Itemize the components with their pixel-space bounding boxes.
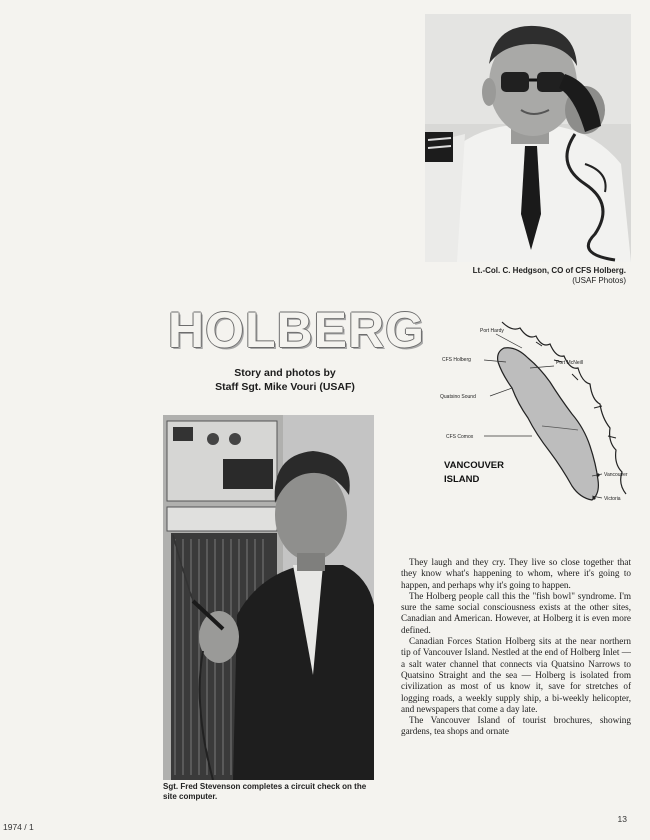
map-label-victoria: Victoria: [604, 496, 621, 502]
article-body: [401, 557, 631, 738]
body-paragraph: The Holberg people call this the "fish bowl" syndrome. I'm sure the same social consciousness exists at the other sites, Canadian and American. However, at Holberg it is even more defined.: [401, 590, 631, 635]
body-paragraph: The Vancouver Island of tourist brochures, showing gardens, tea shops and ornate: [401, 715, 631, 737]
body-paragraph: Canadian Forces Station Holberg sits at the near northern tip of Vancouver Island. Nestled at the end of Holberg Inlet — a salt water channel that connects via Quatsino Narrows to Quatsino Straight and the sea — Holberg is isolated from civilization as most of us know it, save for stretches of logging roads, a weekly supply ship, a bi-weekly helicopter, and newspapers that come a day late.: [401, 636, 631, 714]
vancouver-island-shape: [498, 348, 599, 500]
officer-caption-main: Lt.-Col. C. Hedgson, CO of CFS Holberg.: [472, 266, 626, 275]
officer-photo-caption: [473, 266, 626, 286]
article-title: HOLBERG: [168, 302, 425, 358]
body-paragraph: They laugh and they cry. They live so close together that they know what's happening to whom, where it's going to happen, and perhaps why it's going to happen.: [401, 557, 631, 590]
page-number: 13: [617, 814, 627, 824]
officer-illustration: [425, 14, 631, 262]
map-island-name-line-1: VANCOUVER: [444, 460, 504, 471]
map-label-quatsino-sound: Quatsino Sound: [440, 394, 476, 400]
map-label-port-hardy: Port Hardy: [480, 328, 504, 334]
map-label-cfs-holberg: CFS Holberg: [442, 357, 471, 363]
commanding-officer-photo: [425, 14, 631, 262]
map-island-name-line-2: ISLAND: [444, 474, 480, 485]
issue-folio: 1974 / 1: [3, 822, 34, 832]
technician-illustration: [163, 415, 374, 780]
map-label-port-mcneill: Port McNeill: [556, 360, 583, 366]
technician-photo-caption: Sgt. Fred Stevenson completes a circuit check on the site computer.: [163, 782, 367, 801]
photo-credit: (USAF Photos): [572, 276, 626, 285]
map-label-cfs-comox: CFS Comox: [446, 434, 474, 440]
vancouver-island-map: [432, 318, 632, 518]
map-label-vancouver: Vancouver: [604, 472, 628, 478]
byline-line-1: Story and photos by: [234, 367, 336, 379]
byline-line-2: Staff Sgt. Mike Vouri (USAF): [215, 381, 355, 393]
technician-photo: [163, 415, 374, 780]
